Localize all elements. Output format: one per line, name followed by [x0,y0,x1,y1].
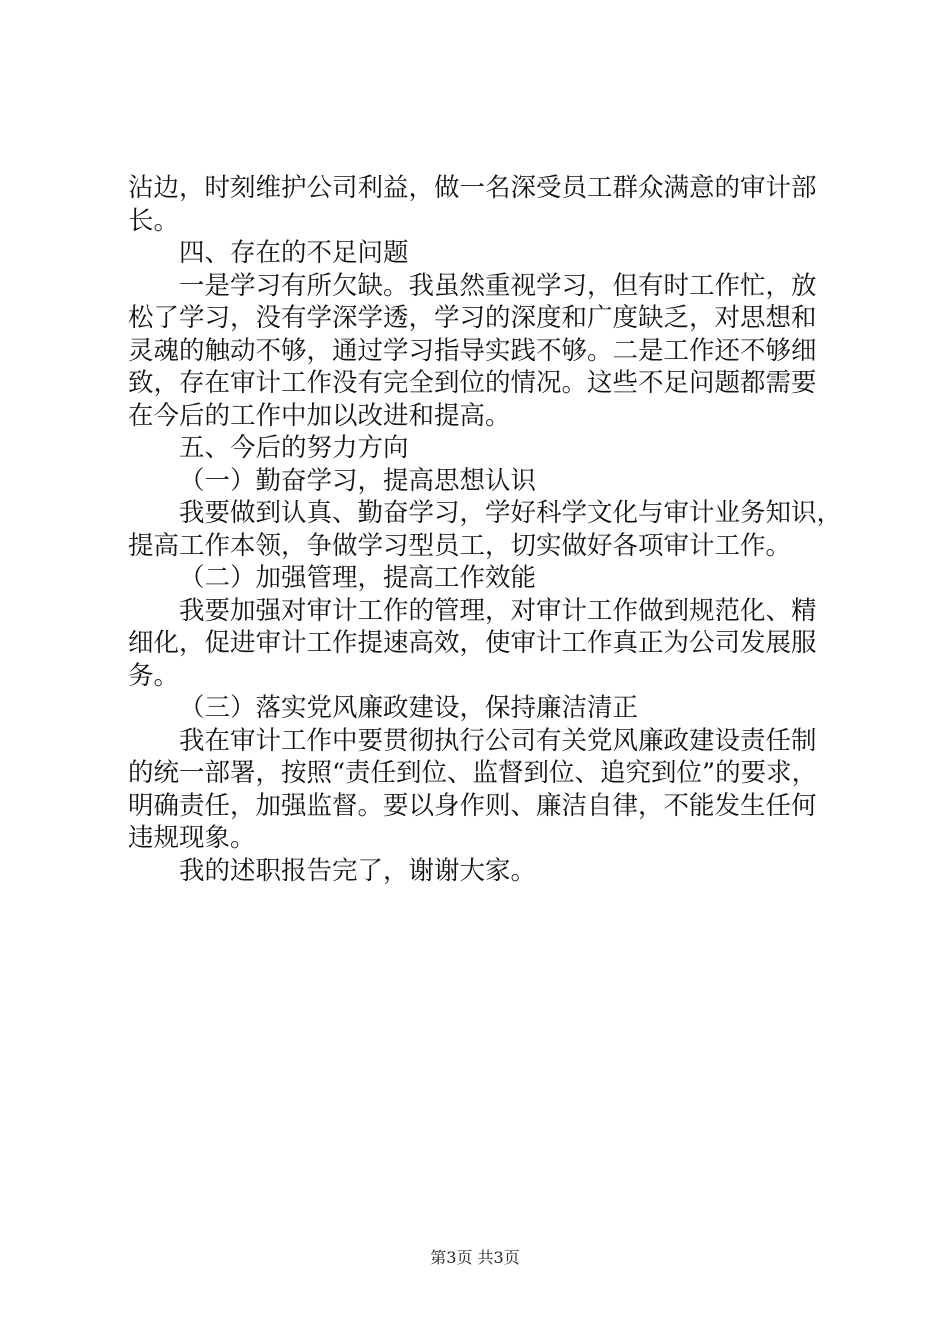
body-line: 灵魂的触动不够，通过学习指导实践不够。二是工作还不够细 [128,335,817,366]
paragraph-start: 一是学习有所欠缺。我虽然重视学习，但有时工作忙，放 [179,270,817,301]
body-line: 的统一部署，按照“责任到位、监督到位、追究到位”的要求， [128,758,818,788]
subsection-heading: （三）落实党风廉政建设，保持廉洁清正 [179,693,639,723]
body-line: 在今后的工作中加以改进和提高。 [128,400,511,431]
body-line: 细化，促进审计工作提速高效，使审计工作真正为公司发展服 [128,628,817,658]
section-heading: 五、今后的努力方向 [179,433,409,463]
paragraph-start: 我要加强对审计工作的管理，对审计工作做到规范化、精 [179,595,817,626]
closing-line: 我的述职报告完了，谢谢大家。 [179,855,537,886]
paragraph-start: 我要做到认真、勤奋学习，学好科学文化与审计业务知识， [179,498,843,528]
body-line: 明确责任，加强监督。要以身作则、廉洁自律，不能发生任何 [128,790,817,821]
body-line: 务。 [128,660,180,691]
subsection-heading: （一）勤奋学习，提高思想认识 [179,465,537,496]
paragraph-start: 我在审计工作中要贯彻执行公司有关党风廉政建设责任制 [179,725,817,756]
body-line: 沾边，时刻维护公司利益，做一名深受员工群众满意的审计部 [128,173,817,203]
body-line: 松了学习，没有学深学透，学习的深度和广度缺乏，对思想和 [128,303,817,333]
page-footer [0,1245,950,1268]
page-number: 第3页 共3页 [430,1248,520,1267]
document-body [128,172,843,887]
subsection-heading: （二）加强管理，提高工作效能 [179,563,537,593]
body-line: 致，存在审计工作没有完全到位的情况。这些不足问题都需要 [128,368,817,398]
body-line: 提高工作本领，争做学习型员工，切实做好各项审计工作。 [128,530,792,561]
body-line: 长。 [128,205,180,236]
section-heading: 四、存在的不足问题 [179,238,409,268]
body-line: 违规现象。 [128,823,256,853]
